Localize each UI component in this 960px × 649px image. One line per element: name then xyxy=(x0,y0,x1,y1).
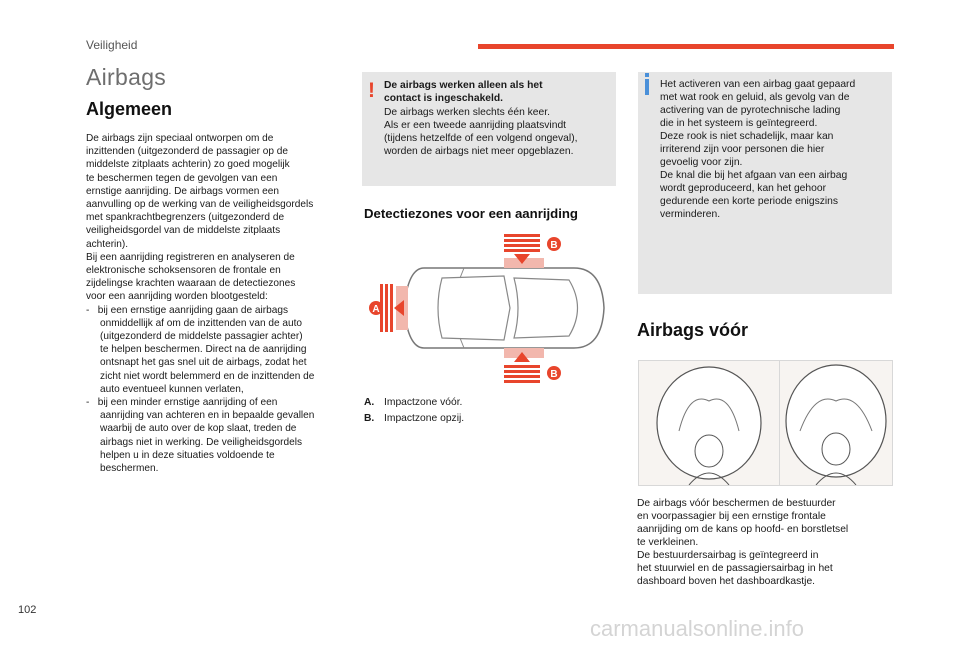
airbags-voor-heading: Airbags vóór xyxy=(637,320,749,340)
airbag-illustration-left xyxy=(638,360,780,486)
label-b-top-text: B xyxy=(550,240,558,251)
label-b-bottom-text: B xyxy=(550,369,558,380)
impact-zone-b-bottom-icon xyxy=(504,348,544,383)
warning-text: De airbags werken slechts één keer. Als er een tweede aanrijding plaatsvindt (tijdens hetzelfde of een volgend ongeval), worden de airbags niet meer opgeblazen. xyxy=(384,107,578,157)
page-number: 102 xyxy=(18,604,37,616)
legend-key-b: B. xyxy=(364,413,375,424)
airbags-voor-text: De airbags vóór beschermen de bestuurder en voorpassagier bij een ernstige frontale aanrijding om de kans op hoofd- en borstletsel te verkleinen. De bestuurdersairbag is geïntegreerd in het stuurwiel en de passagiersairbag in het dashboard boven het dashboardkastje. xyxy=(637,498,849,587)
page-title: Airbags xyxy=(86,64,167,90)
impact-zone-a-icon xyxy=(380,284,408,332)
passenger-airbag-icon xyxy=(780,361,892,485)
detection-heading: Detectiezones voor een aanrijding xyxy=(364,206,578,221)
section-label: Veiligheid xyxy=(86,38,138,52)
info-text: Het activeren van een airbag gaat gepaard met wat rook en geluid, als gevolg van de activering van de pyrotechnische lading die in het systeem is geïntegreerd. Deze rook is niet schadelijk, maar kan irriterend zijn voor personen die hier gevoelig voor zijn. De knal die bij het afgaan van een airbag wordt geproduceerd, kan het gehoor gedurende een korte periode enigszins verminderen. xyxy=(660,79,856,220)
detection-zones-diagram xyxy=(364,228,614,388)
airbag-illustration-right xyxy=(779,360,893,486)
algemeen-text: De airbags zijn speciaal ontworpen om de inzittenden (uitgezonderd de passagier op de middelste zitplaats achterin) zo goed mogelijk te beschermen tegen de gevolgen van een ernstige aanrijding. De airbags vormen een aanvulling op de werking van de veiligheidsgordels met spankrachtbegrenzers (uitgezonderd de veiligheidsgordel van de middelste zitplaats achterin). Bij een aanrijding registreren en analyseren de elektronische schoksensoren de frontale en zijdelingse krachten waaraan de detectiezones voor een aanrijding worden blootgesteld: - bij een ernstige aanrijding gaan de airbags onmiddellijk af om de inzittenden van de auto (uitgezonderd de middelste passagier achter) te helpen beschermen. Direct na de aanrijding ontsnapt het gas snel uit de airbags, zodat het zicht niet wordt belemmerd en de inzittenden de auto eventueel kunnen verlaten, - bij een minder ernstige aanrijding of een aanrijding van achteren en in bepaalde gevallen waarbij de auto over de kop slaat, treden de airbags niet in werking. De veiligheidsgordels helpen u in deze situaties voldoende te beschermen. xyxy=(86,133,315,475)
warning-title: De airbags werken alleen als het contact is ingeschakeld. xyxy=(384,80,543,104)
legend-text-b: Impactzone opzij. xyxy=(384,413,465,424)
algemeen-heading: Algemeen xyxy=(86,99,173,119)
info-icon xyxy=(645,79,649,95)
legend-text-a: Impactzone vóór. xyxy=(384,397,463,408)
header-accent-bar xyxy=(478,44,894,49)
legend-item-a xyxy=(364,396,614,409)
impact-zone-b-top-icon xyxy=(504,234,544,268)
legend-key-a: A. xyxy=(364,397,375,408)
watermark: carmanualsonline.info xyxy=(590,616,805,641)
warning-icon: ! xyxy=(368,79,375,102)
legend-item-b xyxy=(364,412,614,425)
car-outline-icon xyxy=(404,268,604,348)
driver-airbag-icon xyxy=(639,361,779,485)
label-a-text: A xyxy=(372,304,380,315)
